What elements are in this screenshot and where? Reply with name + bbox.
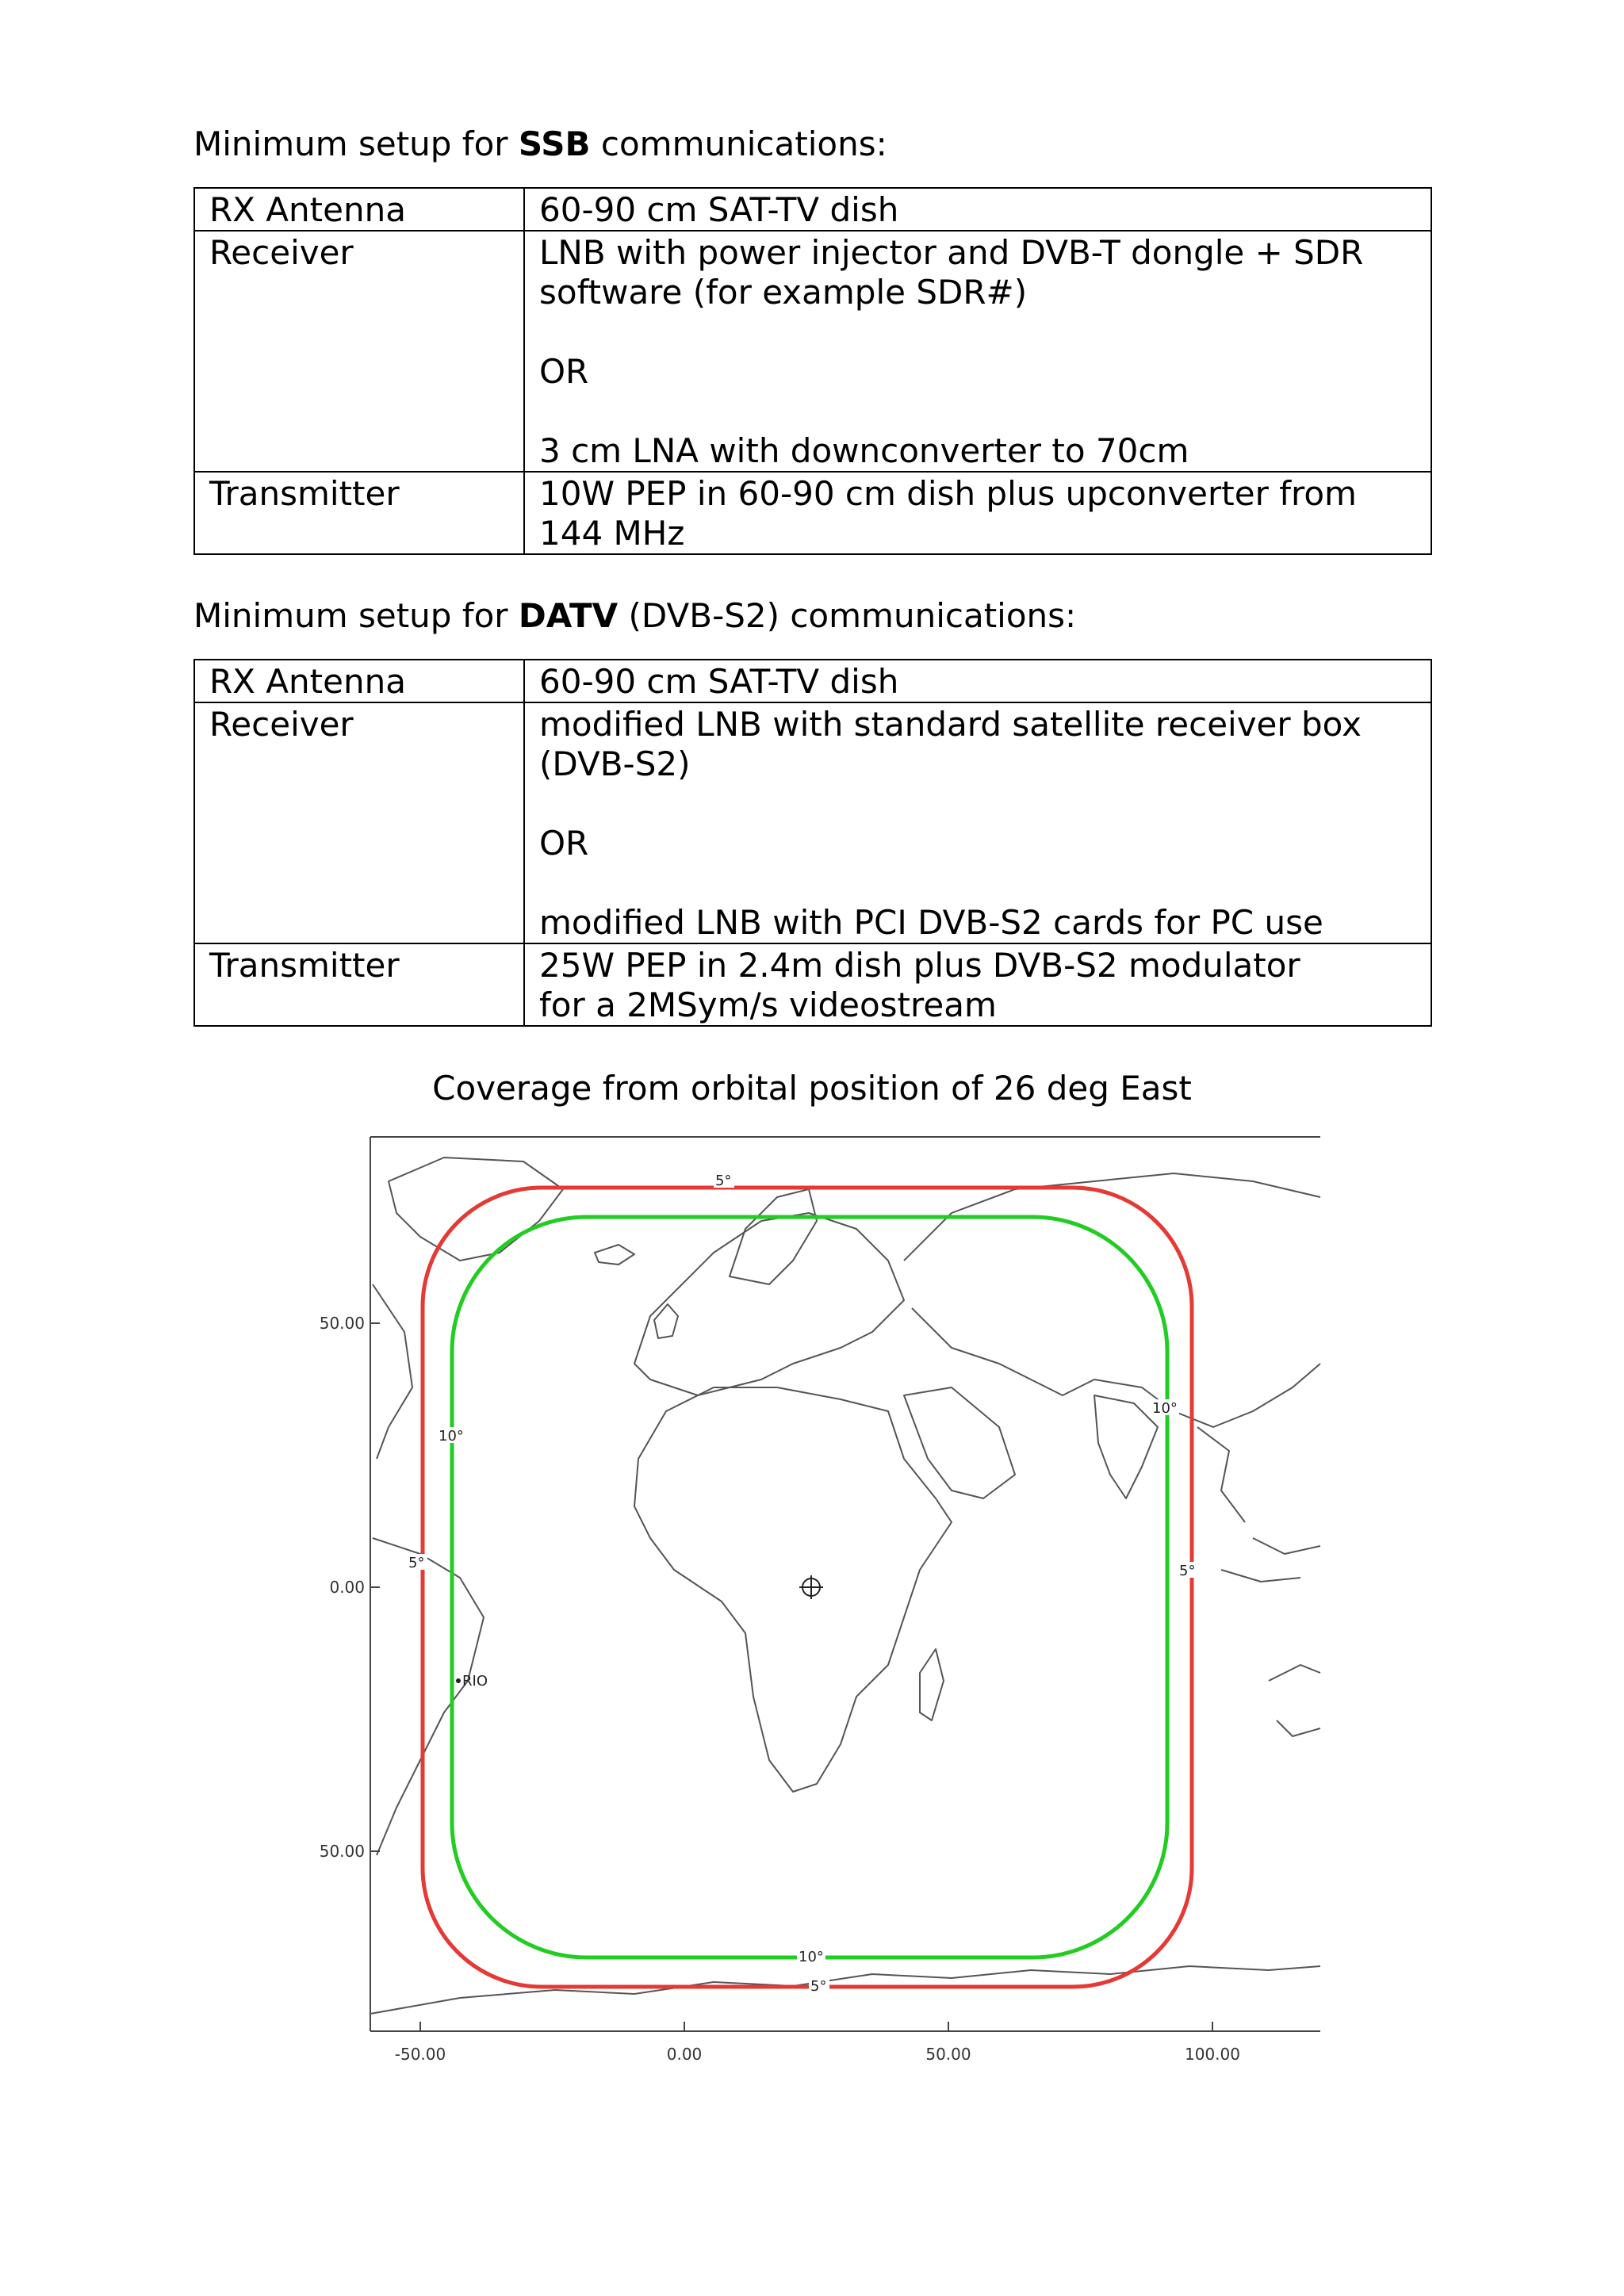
row-label: RX Antenna <box>194 660 524 702</box>
table-row <box>194 943 1431 1026</box>
map-frame <box>370 1137 1320 2031</box>
table-row <box>194 231 1431 472</box>
row-label: Transmitter <box>194 943 524 1026</box>
datv-setup-table <box>193 659 1432 1027</box>
x-tick-label: -50.00 <box>394 2045 446 2064</box>
contour-label-10-right: 10° <box>1152 1400 1178 1417</box>
contour-label-10-bottom: 10° <box>799 1949 824 1965</box>
contour-label-5-bottom: 5° <box>810 1978 827 1995</box>
map-caption: Coverage from orbital position of 26 deg East <box>432 1069 1192 1108</box>
ssb-setup-table <box>193 187 1432 555</box>
x-tick-label: 50.00 <box>925 2045 971 2064</box>
rio-marker <box>456 1678 461 1683</box>
contour-label-5-right: 5° <box>1179 1563 1196 1579</box>
row-label: Transmitter <box>194 472 524 554</box>
contour-label-5-left: 5° <box>408 1555 425 1571</box>
table-row <box>194 188 1431 231</box>
table-row <box>194 660 1431 702</box>
y-tick-label: 50.00 <box>319 1842 365 1861</box>
rio-label: RIO <box>462 1673 488 1689</box>
row-value: 25W PEP in 2.4m dish plus DVB-S2 modulator for a 2MSym/s videostream <box>524 943 1431 1026</box>
contour-label-10-left: 10° <box>439 1428 464 1445</box>
table-row <box>194 702 1431 943</box>
datv-heading: Minimum setup for DATV (DVB-S2) communications: <box>193 596 1077 635</box>
row-value: 60-90 cm SAT-TV dish <box>524 660 1431 702</box>
table-row <box>194 472 1431 554</box>
row-value: LNB with power injector and DVB-T dongle + SDR software (for example SDR#) OR 3 cm LNA with downconverter to 70cm <box>524 231 1431 472</box>
coverage-map <box>301 1126 1332 2077</box>
x-tick-label: 100.00 <box>1185 2045 1240 2064</box>
contour-label-5-top: 5° <box>715 1173 732 1189</box>
row-value: modified LNB with standard satellite receiver box (DVB-S2) OR modified LNB with PCI DVB-S2 cards for PC use <box>524 702 1431 943</box>
row-label: RX Antenna <box>194 188 524 231</box>
y-tick-label: 0.00 <box>329 1578 365 1597</box>
row-label: Receiver <box>194 231 524 472</box>
y-tick-label: 50.00 <box>319 1314 365 1333</box>
row-value: 60-90 cm SAT-TV dish <box>524 188 1431 231</box>
x-tick-label: 0.00 <box>666 2045 703 2064</box>
row-value: 10W PEP in 60-90 cm dish plus upconverter from 144 MHz <box>524 472 1431 554</box>
ssb-heading: Minimum setup for SSB communications: <box>193 124 887 163</box>
row-label: Receiver <box>194 702 524 943</box>
